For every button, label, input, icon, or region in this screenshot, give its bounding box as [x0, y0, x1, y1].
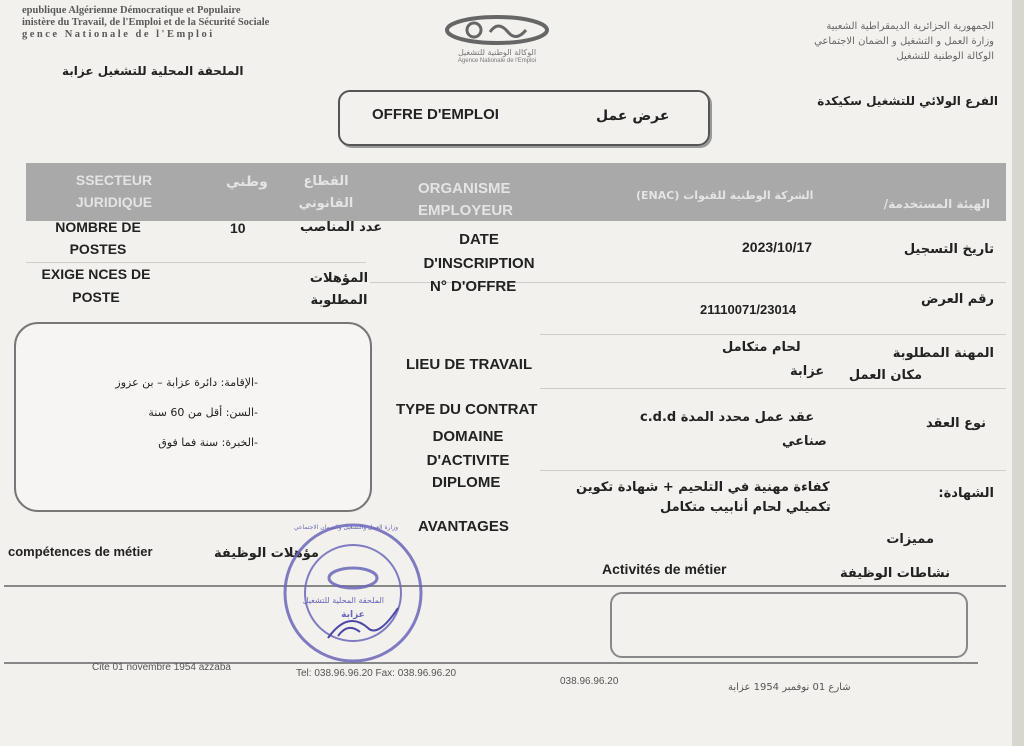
stamp-inner-line1: الملحقة المحلية للتشغيل — [302, 596, 384, 605]
activities-box — [610, 592, 968, 658]
domaine-value: صناعي — [782, 434, 827, 449]
lieu-label-fr: LIEU DE TRAVAIL — [406, 356, 533, 373]
activites-label-fr: Activités de métier — [602, 561, 727, 577]
lieu-value: عزابة — [790, 364, 825, 379]
org-label-ar: الهيئة المستخدمة/ — [883, 197, 990, 211]
avantages-label-ar: مميزات — [886, 532, 934, 547]
requirement-item: -الإقامة: دائرة عزابة – بن عزوز — [115, 376, 258, 389]
date-label-fr: DATE D'INSCRIPTION — [423, 231, 535, 272]
footer-address-ar: شارع 01 نوفمبر 1954 عزابة — [728, 682, 851, 693]
nb-postes-label-fr: NOMBRE DE POSTES — [55, 219, 141, 257]
header-ar-line2: وزارة العمل و التشغيل و الضمان الاجتماعي — [814, 36, 994, 47]
competences-label-ar: مؤهلات الوظيفة — [214, 546, 319, 561]
header-fr-line3: gence Nationale de l'Emploi — [22, 29, 215, 40]
org-label-fr: ORGANISME EMPLOYEUR — [418, 180, 514, 219]
diplome-label-fr: DIPLOME — [432, 474, 501, 491]
contrat-label-ar: نوع العقد — [926, 416, 986, 431]
exigences-label-ar: المؤهلات المطلوبة — [309, 271, 369, 308]
header-ar-line3: الوكالة الوطنية للتشغيل — [896, 51, 994, 62]
activites-label-ar: نشاطات الوظيفة — [840, 566, 950, 581]
local-annex: الملحقة المحلية للتشغيل عزابة — [62, 64, 244, 78]
header-ar-line1: الجمهورية الجزائرية الديمقراطية الشعبية — [826, 21, 994, 32]
domaine-label-fr: DOMAINE D'ACTIVITE — [426, 428, 510, 469]
diplome-value-line1: كفاءة مهنية في التلحيم + شهادة تكوين — [576, 480, 830, 495]
contrat-value: عقد عمل محدد المدة c.d.d — [640, 410, 815, 425]
date-label-ar: تاريخ التسجيل — [903, 242, 994, 257]
requirements-box — [14, 322, 372, 512]
nb-postes-label-ar: عدد المناصب — [300, 220, 383, 235]
title-fr: OFFRE D'EMPLOI — [372, 106, 499, 123]
contrat-label-fr: TYPE DU CONTRAT — [396, 401, 538, 418]
footer-address-fr: Cite 01 novembre 1954 azzaba — [92, 662, 231, 673]
row-divider — [540, 470, 1006, 471]
metier-label-ar: المهنة المطلوبة — [892, 346, 994, 361]
title-box — [338, 90, 710, 146]
footer-tel-ar: 038.96.96.20 — [560, 676, 619, 687]
header-fr-line2: inistère du Travail, de l'Emploi et de la Sécurité Sociale — [22, 17, 270, 28]
sector-label-ar: القطاع القانوني — [298, 174, 354, 211]
stamp-icon — [278, 518, 428, 668]
requirement-item: -السن: أقل من 60 سنة — [148, 406, 258, 419]
header-band — [26, 163, 1006, 221]
logo-ar: الوكالة الوطنية للتشغيل — [457, 48, 537, 57]
nb-postes-value: 10 — [230, 220, 246, 236]
offre-label-ar: رقم العرض — [921, 292, 994, 307]
agency-logo-icon — [432, 10, 562, 50]
metier-value: لحام متكامل — [722, 340, 801, 355]
row-divider — [540, 388, 1006, 389]
header-fr-line1: epublique Algérienne Démocratique et Populaire — [22, 5, 241, 16]
agency-logo — [432, 10, 562, 66]
official-stamp — [278, 518, 428, 668]
diplome-label-ar: الشهادة: — [938, 486, 994, 501]
exigences-label-fr: EXIGE NCES DE POSTE — [41, 266, 151, 305]
org-value: الشركة الوطنية للقنوات (ENAC) — [636, 189, 814, 202]
wilaya-branch: الفرع الولائي للتشغيل سكيكدة — [817, 94, 998, 108]
offre-value: 21110071/23014 — [700, 302, 797, 317]
row-divider — [540, 334, 1006, 335]
lieu-label-ar: مكان العمل — [848, 368, 922, 383]
avantages-label-fr: AVANTAGES — [418, 518, 509, 535]
title-ar: عرض عمل — [596, 108, 670, 124]
sector-value: وطني — [226, 174, 268, 190]
requirement-item: -الخبرة: سنة فما فوق — [158, 436, 258, 449]
stamp-inner-line2: عزابة — [341, 610, 365, 620]
offre-label-fr: N° D'OFFRE — [430, 278, 517, 295]
logo-fr: Agence Nationale de l'Emploi — [457, 58, 537, 64]
footer-tel-fr: Tel: 038.96.96.20 Fax: 038.96.96.20 — [296, 668, 457, 679]
stamp-outer-text: وزارة العمل والتشغيل والضمان الاجتماعي — [293, 524, 398, 531]
diplome-value-line2: تكميلي لحام أنابيب متكامل — [660, 500, 831, 515]
section-divider — [4, 585, 1006, 587]
competences-label-fr: compétences de métier — [8, 544, 153, 559]
sector-label-fr: SSECTEUR JURIDIQUE — [75, 172, 153, 210]
date-value: 2023/10/17 — [742, 239, 813, 255]
